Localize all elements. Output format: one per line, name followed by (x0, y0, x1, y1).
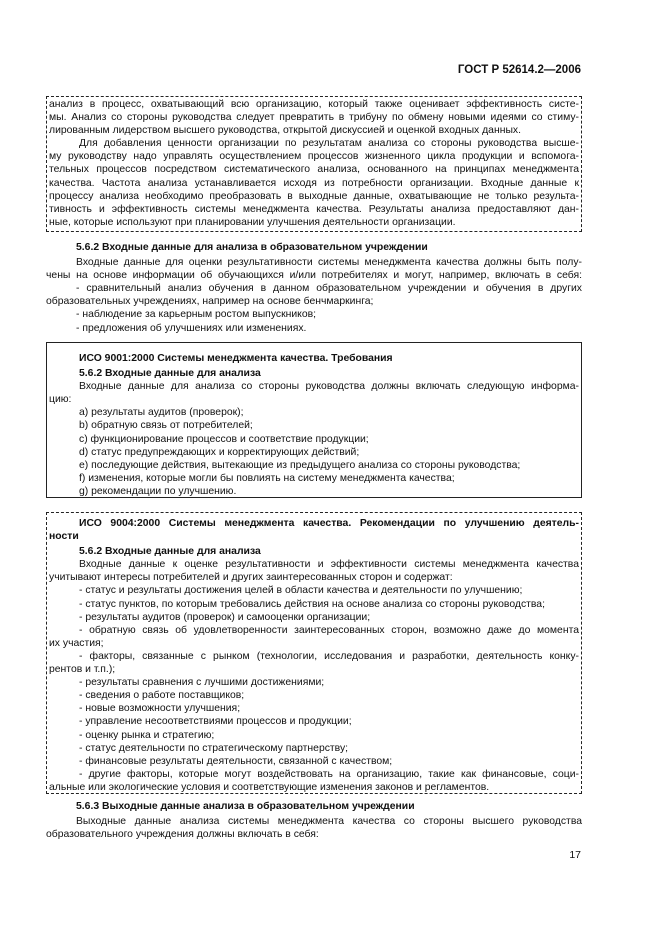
text-line: - статус деятельности по стратегическому партнерству; (79, 742, 349, 754)
text-line: ные, которые используют при планировании улучшения деятельности организации. (49, 216, 456, 228)
text-line: - результаты аудитов (проверок) и самооценки организации; (79, 611, 371, 623)
text-line: - обратную связь об удовлетворенности заинтересованных сторон, возможно даже до момента (79, 624, 579, 636)
iso-9004-list (49, 558, 579, 794)
list-item: a) результаты аудитов (проверок); (79, 407, 244, 419)
text-line: тельных процессов посредством систематического анализа, основанного на принципах менеджмента (49, 164, 579, 176)
page-number: 17 (569, 849, 581, 861)
subsection-heading: 5.6.2 Входные данные для анализа (79, 546, 261, 558)
text-line: - оценку рынка и стратегию; (79, 729, 215, 741)
text-line: альные или экологические условия и соответствующие изменения законов и регламентов. (49, 781, 490, 793)
section-heading: 5.6.2 Входные данные для анализа в образовательном учреждении (76, 242, 428, 253)
text-line: Входные данные для анализа со стороны руководства должны включать следующую информа- (79, 381, 579, 393)
iso-9004-title: ИСО 9004:2000 Системы менеджмента качества. Рекомендации по улучшению деятель- (79, 518, 579, 529)
list-item: b) обратную связь от потребителей; (79, 420, 253, 432)
text-line: - сравнительный анализ обучения в данном образовательном учреждении и обучения в других (76, 283, 582, 295)
text-line: - статус пунктов, по которым требовались действия на основе анализа со стороны руководства; (79, 598, 545, 610)
text-line: Входные данные для оценки результативности системы менеджмента качества должны быть полу- (76, 257, 582, 269)
text-line: - результаты сравнения с лучшими достижениями; (79, 677, 325, 689)
section-5-6-2-education (46, 241, 582, 335)
text-line: - сведения о работе поставщиков; (79, 690, 245, 702)
subsection-heading: 5.6.2 Входные данные для анализа (79, 368, 261, 380)
text-line: образовательных учреждениях, например на основе бенчмаркинга; (46, 296, 374, 308)
text-line: учитывают интересы потребителей и других заинтересованных сторон и содержат: (49, 572, 453, 584)
section-heading: 5.6.3 Выходные данные анализа в образовательном учреждении (76, 801, 415, 812)
section-5-6-3 (46, 800, 582, 841)
text-line: рентов и т.п.); (49, 664, 116, 676)
text-line: - наблюдение за карьерным ростом выпускников; (76, 309, 317, 321)
document-id: ГОСТ Р 52614.2—2006 (457, 64, 581, 76)
list-item: c) функционирование процессов и соответствие продукции; (79, 433, 369, 445)
text-line: образовательного учреждения должны включать в себя: (46, 829, 319, 841)
text-line: цию: (49, 394, 72, 406)
iso-9001-title: ИСО 9001:2000 Системы менеджмента качества. Требования (79, 353, 393, 364)
iso-9004-title-cont: ности (49, 531, 79, 543)
text-line: тивность и эффективность системы менеджмента качества. Результаты анализа предоставляют дан- (49, 203, 579, 215)
list-item: f) изменения, которые могли бы повлиять на систему менеджмента качества; (79, 472, 455, 484)
list-item: e) последующие действия, вытекающие из предыдущего анализа со стороны руководства; (79, 459, 521, 471)
iso-9001-box (46, 342, 582, 498)
text-line: - предложения об улучшениях или изменениях. (76, 322, 307, 334)
text-line: анализ в процесс, охватывающий всю организацию, который также оценивает эффективность систе- (49, 99, 579, 110)
text-line: Входные данные к оценке результативности и эффективности системы менеджмента качества (79, 559, 579, 571)
text-line: - финансовые результаты деятельности, связанной с качеством; (79, 755, 393, 767)
text-line: Для добавления ценности организации по результатам анализа со стороны руководства высше- (79, 138, 579, 150)
text-line: - управление несоответствиями процессов и продукции; (79, 716, 352, 728)
text-line: мы. Анализ со стороны руководства следует превратить в трибуну по обмену новыми идеями со стиму- (49, 112, 579, 124)
text-line: их участия; (49, 637, 104, 649)
text-line: чены на основе информации об обучающихся и/или потребителях и могут, например, включать в себя: (46, 270, 582, 282)
text-line: му руководству надо управлять осуществлением процессов жизненного цикла продукции и вспомога- (49, 151, 579, 163)
text-line: - статус и результаты достижения целей в области качества и деятельности по улучшению; (79, 585, 523, 597)
text-line: Выходные данные анализа системы менеджмента качества со стороны высшего руководства (76, 816, 582, 828)
text-line: - другие факторы, которые могут воздействовать на организацию, такие как финансовые, соци- (79, 768, 579, 780)
iso-9004-box (46, 512, 582, 794)
text-line: - факторы, связанные с рынком (технологии, исследования и разработки, деятельность конку- (79, 650, 579, 662)
text-block-intro (46, 96, 582, 232)
text-line: качества. Частота анализа устанавливается исходя из потребности организации. Входные данные к (49, 177, 579, 189)
list-item: d) статус предупреждающих и корректирующих действий; (79, 446, 360, 458)
text-line: лированным лидерством высшего руководства, открытой дискуссией и оценкой входных данных. (49, 125, 521, 137)
text-line: процессу анализа необходимо преобразовать в выходные данные, охватывающие не только результа- (49, 190, 579, 202)
text-line: - новые возможности улучшения; (79, 703, 241, 715)
list-item: g) рекомендации по улучшению. (79, 485, 237, 497)
